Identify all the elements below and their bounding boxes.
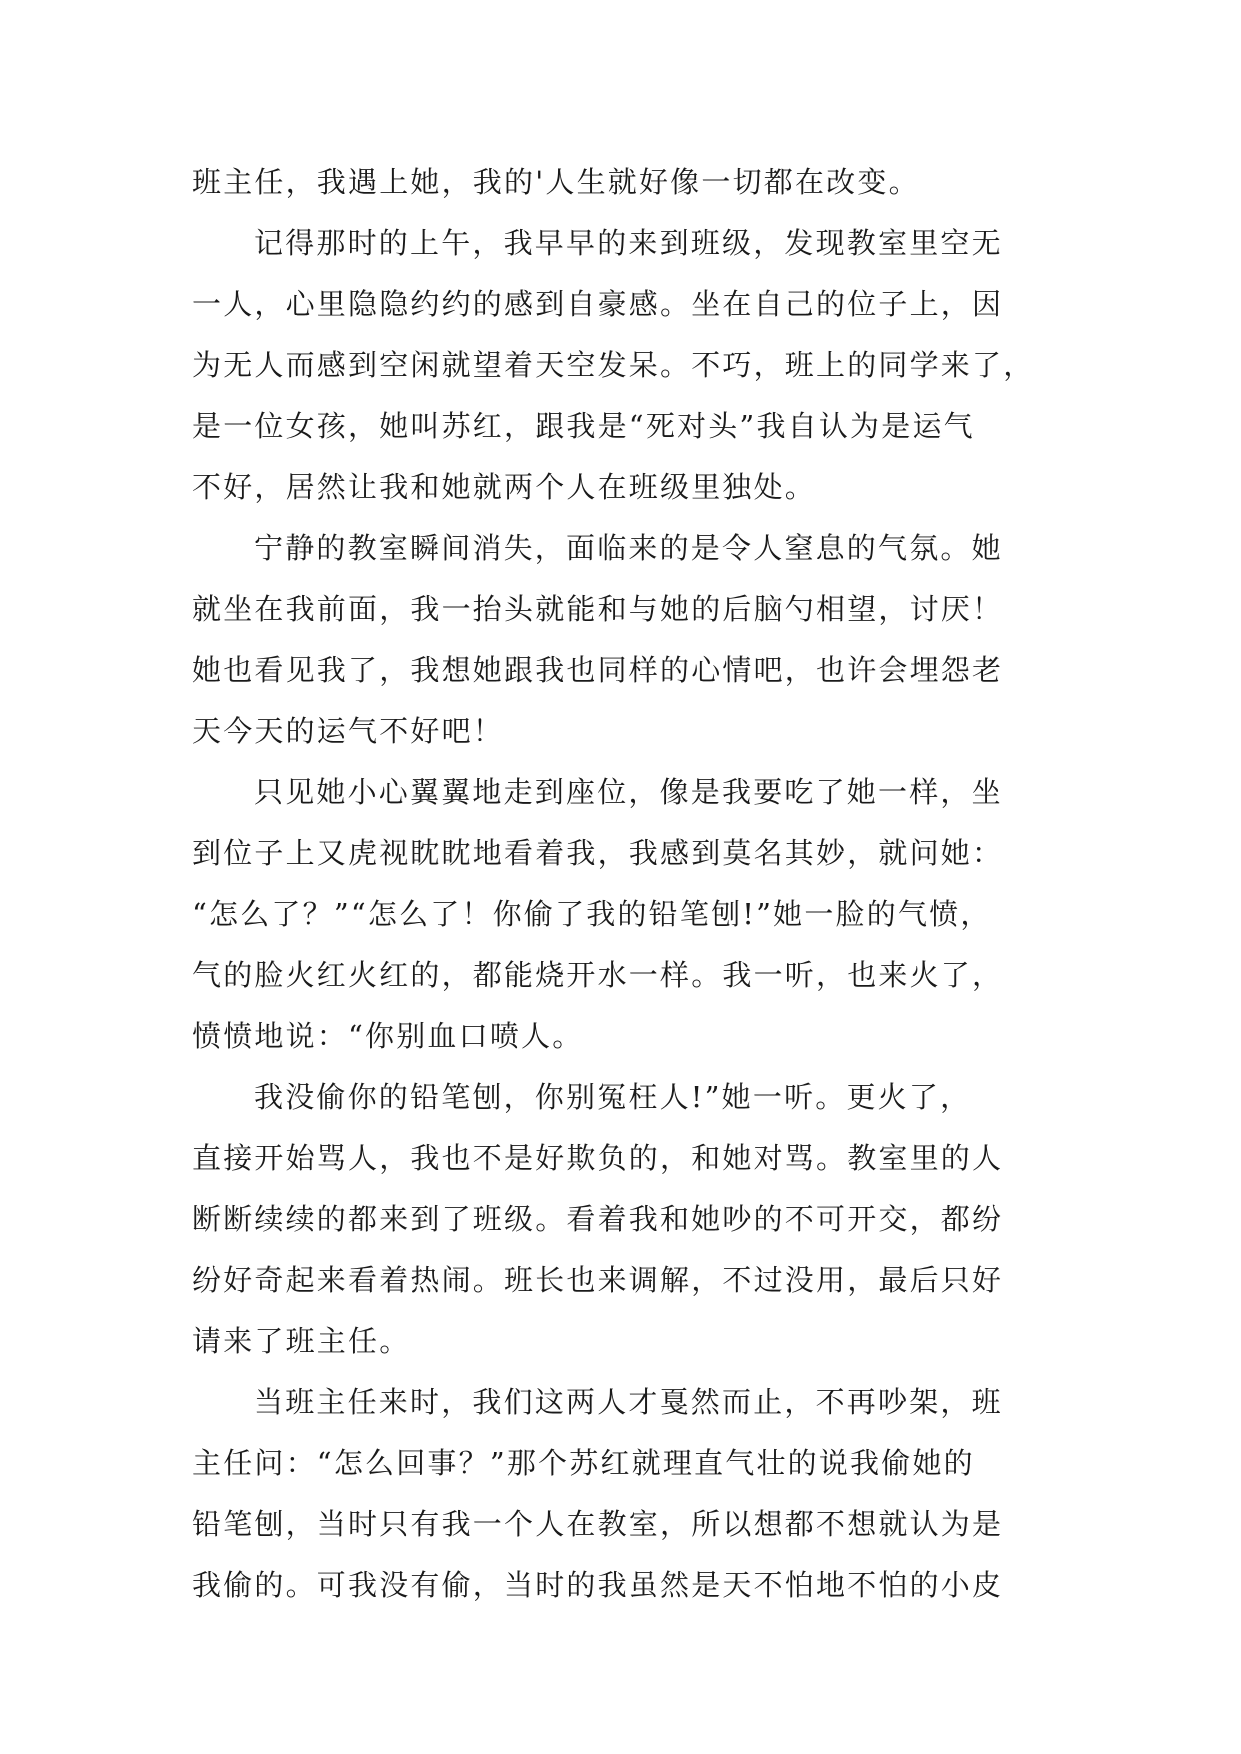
text-line: 请来了班主任。	[192, 1324, 411, 1358]
text-line: 当班主任来时，我们这两人才戛然而止，不再吵架，班	[254, 1385, 1003, 1419]
text-line: 为无人而感到空闲就望着天空发呆。不巧，班上的同学来了，	[192, 348, 1035, 382]
text-line: 不好，居然让我和她就两个人在班级里独处。	[192, 470, 817, 504]
text-line: 班主任，我遇上她，我的'人生就好像一切都在改变。	[192, 165, 920, 199]
text-line: 记得那时的上午，我早早的来到班级，发现教室里空无	[254, 226, 1003, 260]
text-line: 一人，心里隐隐约约的感到自豪感。坐在自己的位子上，因	[192, 287, 1004, 321]
text-line: 是一位女孩，她叫苏红，跟我是“死对头”我自认为是运气	[192, 409, 975, 443]
text-line: 直接开始骂人，我也不是好欺负的，和她对骂。教室里的人	[192, 1141, 1004, 1175]
text-line: 宁静的教室瞬间消失，面临来的是令人窒息的气氛。她	[254, 531, 1003, 565]
text-line: 铅笔刨，当时只有我一个人在教室，所以想都不想就认为是	[192, 1507, 1004, 1541]
text-line: 我没偷你的铅笔刨，你别冤枉人!”她一听。更火了，	[254, 1080, 972, 1114]
text-line: 我偷的。可我没有偷，当时的我虽然是天不怕地不怕的小皮	[192, 1568, 1004, 1602]
text-line: 只见她小心翼翼地走到座位，像是我要吃了她一样，坐	[254, 775, 1003, 809]
text-line: 就坐在我前面，我一抬头就能和与她的后脑勺相望，讨厌！	[192, 592, 1004, 626]
text-line: 断断续续的都来到了班级。看着我和她吵的不可开交，都纷	[192, 1202, 1004, 1236]
text-line: 气的脸火红火红的，都能烧开水一样。我一听，也来火了，	[192, 958, 1004, 992]
document-body	[192, 152, 1052, 1616]
text-line: 她也看见我了，我想她跟我也同样的心情吧，也许会埋怨老	[192, 653, 1004, 687]
text-line: 愤愤地说：“你别血口喷人。	[192, 1019, 584, 1053]
text-line: 主任问：“怎么回事？”那个苏红就理直气壮的说我偷她的	[192, 1446, 975, 1480]
text-line: 天今天的运气不好吧！	[192, 714, 505, 748]
text-line: 到位子上又虎视眈眈地看着我，我感到莫名其妙，就问她：	[192, 836, 1004, 870]
text-line: “怎么了？”“怎么了！你偷了我的铅笔刨!”她一脸的气愤，	[192, 897, 992, 931]
text-line: 纷好奇起来看着热闹。班长也来调解，不过没用，最后只好	[192, 1263, 1004, 1297]
